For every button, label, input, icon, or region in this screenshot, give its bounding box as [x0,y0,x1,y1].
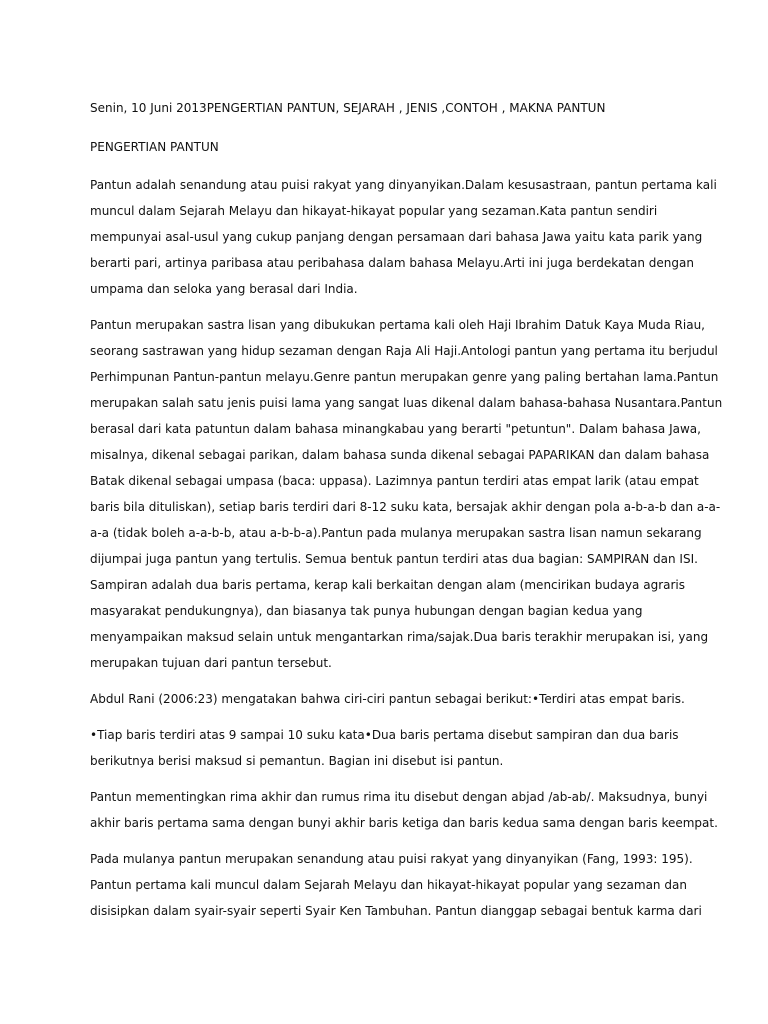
text-line: dijumpai juga pantun yang tertulis. Semua bentuk pantun terdiri atas dua bagian: SAMPIRAN dan ISI. [90,552,698,566]
body-paragraph [90,172,717,302]
text-line: menyampaikan maksud selain untuk mengantarkan rima/sajak.Dua baris terakhir merupakan isi, yang [90,630,709,644]
text-line: seorang sastrawan yang hidup sezaman dengan Raja Ali Haji.Antologi pantun yang pertama itu berjudul [90,344,718,358]
text-line: mempunyai asal-usul yang cukup panjang dengan persamaan dari bahasa Jawa yaitu kata parik yang [90,230,703,244]
text-line: Batak dikenal sebagai umpasa (baca: uppasa). Lazimnya pantun terdiri atas empat larik (atau empat [90,474,699,488]
text-line: disisipkan dalam syair-syair seperti Syair Ken Tambuhan. Pantun dianggap sebagai bentuk karma dari [90,904,702,918]
text-line: Pantun merupakan sastra lisan yang dibukukan pertama kali oleh Haji Ibrahim Datuk Kaya Muda Riau, [90,318,705,332]
text-line: berarti pari, artinya paribasa atau peribahasa dalam bahasa Melayu.Arti ini juga berdekatan dengan [90,256,694,270]
body-paragraph [90,312,723,676]
paragraph-list [90,172,723,924]
text-line: Abdul Rani (2006:23) mengatakan bahwa ciri-ciri pantun sebagai berikut:•Terdiri atas empat baris. [90,692,685,706]
text-line: misalnya, dikenal sebagai parikan, dalam bahasa sunda dikenal sebagai PAPARIKAN dan dalam bahasa [90,448,710,462]
document-body [90,95,723,934]
text-line: Pantun pertama kali muncul dalam Sejarah Melayu dan hikayat-hikayat popular yang sezaman dan [90,878,687,892]
text-line: umpama dan seloka yang berasal dari India. [90,282,358,296]
text-line: berasal dari kata patuntun dalam bahasa minangkabau yang berarti "petuntun". Dalam bahasa Jawa, [90,422,701,436]
text-line: merupakan salah satu jenis puisi lama yang sangat luas dikenal dalam bahasa-bahasa Nusantara.Pantun [90,396,723,410]
text-line: Pantun adalah senandung atau puisi rakyat yang dinyanyikan.Dalam kesusastraan, pantun pertama kali [90,178,717,192]
text-line: Pada mulanya pantun merupakan senandung atau puisi rakyat yang dinyanyikan (Fang, 1993: 195). [90,852,693,866]
text-line: akhir baris pertama sama dengan bunyi akhir baris ketiga dan baris kedua sama dengan baris keempat. [90,816,718,830]
body-paragraph [90,784,718,836]
section-heading: PENGERTIAN PANTUN [90,140,219,154]
text-line: Perhimpunan Pantun-pantun melayu.Genre pantun merupakan genre yang paling bertahan lama.Pantun [90,370,719,384]
text-line: berikutnya berisi maksud si pemantun. Bagian ini disebut isi pantun. [90,754,504,768]
text-line: baris bila dituliskan), setiap baris terdiri dari 8-12 suku kata, bersajak akhir dengan pola a-b-a-b dan a-a- [90,500,721,514]
text-line: masyarakat pendukungnya), dan biasanya tak punya hubungan dengan bagian kedua yang [90,604,643,618]
document-header: Senin, 10 Juni 2013PENGERTIAN PANTUN, SEJARAH , JENIS ,CONTOH , MAKNA PANTUN [90,101,606,115]
text-line: Pantun mementingkan rima akhir dan rumus rima itu disebut dengan abjad /ab-ab/. Maksudnya, bunyi [90,790,708,804]
text-line: a-a (tidak boleh a-a-b-b, atau a-b-b-a).Pantun pada mulanya merupakan sastra lisan namun sekarang [90,526,702,540]
body-paragraph [90,846,700,924]
text-line: merupakan tujuan dari pantun tersebut. [90,656,332,670]
text-line: •Tiap baris terdiri atas 9 sampai 10 suku kata•Dua baris pertama disebut sampiran dan dua baris [90,728,679,742]
body-paragraph [90,686,700,712]
text-line: Sampiran adalah dua baris pertama, kerap kali berkaitan dengan alam (mencirikan budaya agraris [90,578,685,592]
body-paragraph [90,722,700,774]
text-line: muncul dalam Sejarah Melayu dan hikayat-hikayat popular yang sezaman.Kata pantun sendiri [90,204,658,218]
